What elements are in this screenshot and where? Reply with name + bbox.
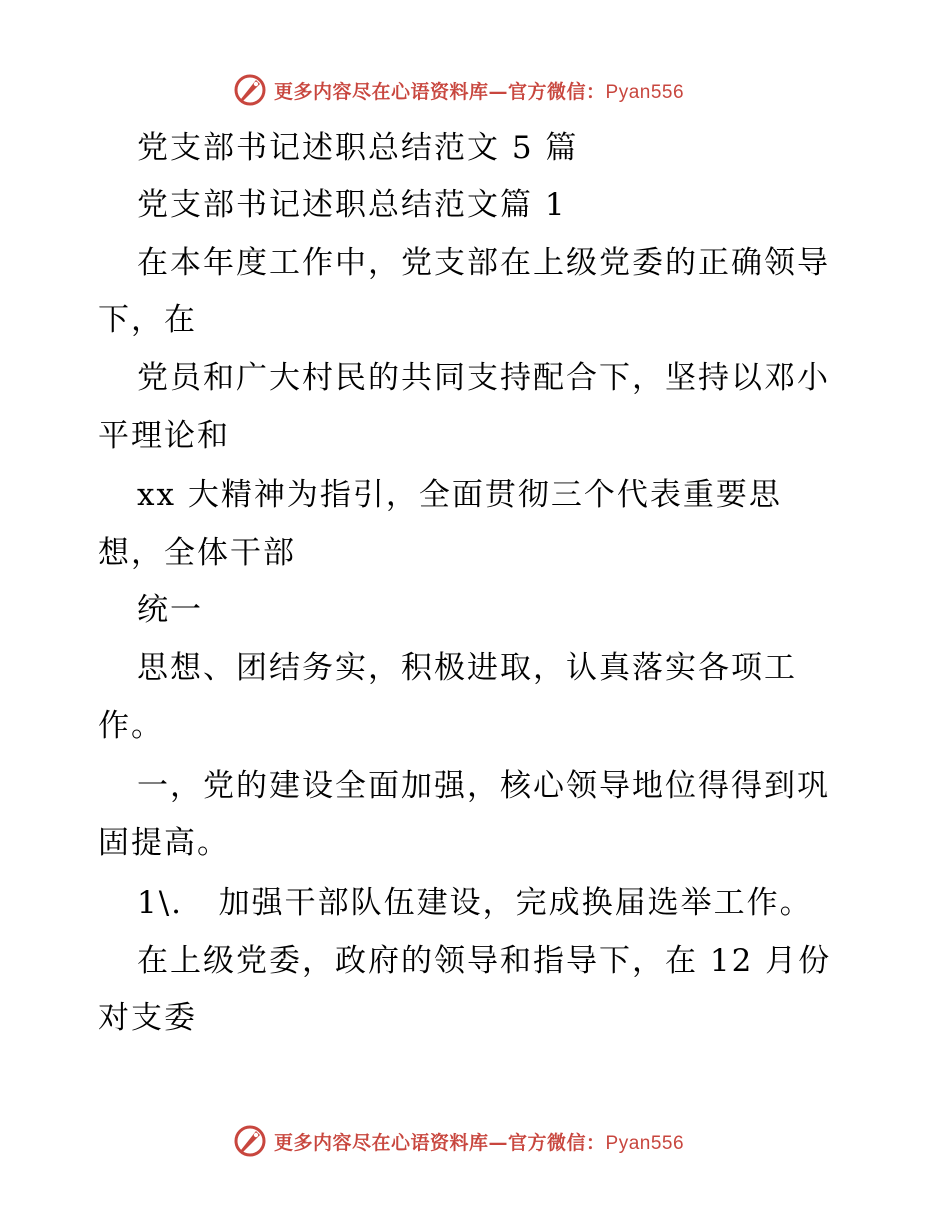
- watermark-text: [274, 77, 684, 104]
- paragraph-line: 党员和广大村民的共同支持配合下，坚持以邓小: [137, 360, 830, 396]
- paragraph-line: 在上级党委，政府的领导和指导下，在 12 月份: [137, 943, 832, 979]
- watermark-wechat-id: Pyan556: [605, 81, 685, 103]
- watermark-text: [274, 1128, 684, 1155]
- section-heading: 一，党的建设全面加强，核心领导地位得得到巩: [137, 768, 830, 804]
- section-heading: 党支部书记述职总结范文篇 1: [137, 187, 567, 223]
- paragraph-line: 在本年度工作中，党支部在上级党委的正确领导: [137, 245, 830, 281]
- subsection-heading: 1\. 加强干部队伍建设，完成换届选举工作。: [137, 885, 813, 921]
- paragraph-line: 固提高。: [98, 825, 230, 861]
- watermark-wechat-id: Pyan556: [605, 1132, 685, 1154]
- watermark-text-cn: 更多内容尽在心语资料库—官方微信：: [274, 1131, 606, 1154]
- paragraph-line: 作。: [98, 708, 164, 744]
- paragraph-line: 统一: [137, 592, 203, 628]
- paragraph-line: xx 大精神为指引，全面贯彻三个代表重要思: [137, 477, 782, 513]
- pen-nib-logo-icon: [232, 72, 268, 108]
- watermark-text-cn: 更多内容尽在心语资料库—官方微信：: [274, 80, 606, 103]
- doc-title: 党支部书记述职总结范文 5 篇: [137, 130, 579, 166]
- pen-nib-logo-icon: [232, 1123, 268, 1159]
- watermark-header: [232, 70, 684, 110]
- paragraph-line: 下，在: [98, 302, 197, 338]
- paragraph-line: 对支委: [98, 1000, 197, 1036]
- paragraph-line: 思想、团结务实，积极进取，认真落实各项工: [137, 650, 797, 686]
- paragraph-line: 平理论和: [98, 418, 230, 454]
- paragraph-line: 想，全体干部: [98, 535, 296, 571]
- watermark-footer: [232, 1121, 684, 1161]
